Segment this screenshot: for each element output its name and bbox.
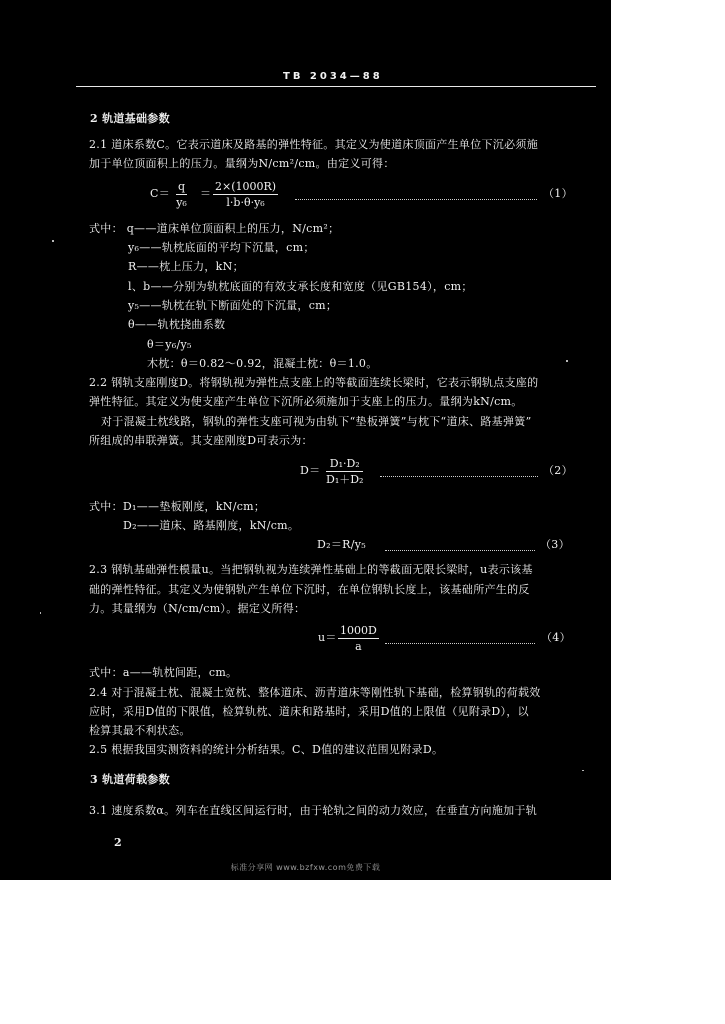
scan-speck bbox=[40, 612, 41, 614]
where-q: 式中： q——道床单位顶面积上的压力，N/cm²； bbox=[89, 222, 340, 235]
eq4-fraction-num: 1000D bbox=[340, 624, 377, 637]
eq2-lhs: D＝ bbox=[300, 464, 321, 477]
where-y6: y₆——轨枕底面的平均下沉量，cm； bbox=[128, 241, 315, 254]
eq1-fraction-2-den: l·b·θ·y₆ bbox=[226, 196, 265, 209]
para-2-3-line-3: 力。其量纲为（N/cm/cm）。据定义所得： bbox=[89, 602, 306, 615]
para-2-1-line-1: 2.1 道床系数C。它表示道床及路基的弹性特征。其定义为使道床顶面产生单位下沉必须施 bbox=[89, 138, 539, 151]
eq1-lhs: C＝ bbox=[150, 187, 171, 200]
eq1-leader-dots bbox=[295, 199, 537, 200]
eq2-fraction-den: D₁＋D₂ bbox=[326, 473, 364, 486]
scan-speck bbox=[582, 770, 584, 771]
eq1-fraction-2 bbox=[213, 180, 278, 209]
theta-values: 木枕：θ＝0.82～0.92，混凝土枕：θ＝1.0。 bbox=[147, 357, 378, 370]
eq3-number: （3） bbox=[540, 538, 570, 551]
eq4-fraction bbox=[338, 624, 379, 653]
eq3-leader-dots bbox=[385, 550, 535, 551]
where-D1: 式中：D₁——垫板刚度，kN/cm； bbox=[89, 500, 266, 513]
page-number: 2 bbox=[114, 836, 122, 849]
para-2-3-line-1: 2.3 钢轨基础弹性模量u。当把钢轨视为连续弹性基础上的等截面无限长梁时，u表示该基 bbox=[89, 563, 533, 576]
para-2-3-line-2: 础的弹性特征。其定义为使钢轨产生单位下沉时，在单位钢轨长度上，该基础所产生的反 bbox=[89, 583, 530, 596]
para-2-2-line-3: 对于混凝土枕线路，钢轨的弹性支座可视为由轨下“垫板弹簧”与枕下“道床、路基弹簧” bbox=[101, 415, 532, 428]
where-l-b: l、b——分别为轨枕底面的有效支承长度和宽度（见GB154），cm； bbox=[128, 280, 473, 293]
para-2-1-line-2: 加于单位顶面积上的压力。量纲为N/cm²/cm。由定义可得： bbox=[89, 157, 395, 170]
para-2-2-line-4: 所组成的串联弹簧。其支座刚度D可表示为： bbox=[89, 434, 313, 447]
where-R: R——枕上压力，kN； bbox=[128, 260, 244, 273]
eq3: D₂＝R/y₅ bbox=[317, 538, 366, 551]
eq1-fraction-1-den: y₆ bbox=[176, 196, 187, 209]
eq2-number: （2） bbox=[543, 464, 573, 477]
eq1-fraction-1-num: q bbox=[178, 180, 186, 193]
eq1-number: （1） bbox=[543, 187, 573, 200]
header-rule bbox=[76, 86, 596, 87]
para-2-4-line-2: 应时，采用D值的下限值，检算轨枕、道床和路基时，采用D值的上限值（见附录D），以 bbox=[89, 705, 529, 718]
standard-code-header: TB 2034—88 bbox=[283, 71, 383, 82]
eq4-fraction-den: a bbox=[355, 640, 362, 653]
where-a: 式中：a——轨枕间距，cm。 bbox=[89, 666, 238, 679]
eq4-leader-dots bbox=[385, 643, 535, 644]
para-2-4-line-1: 2.4 对于混凝土枕、混凝土宽枕、整体道床、沥青道床等刚性轨下基础，检算钢轨的荷载效 bbox=[89, 686, 541, 699]
site-watermark: 标准分享网 www.bzfxw.com免费下载 bbox=[230, 863, 381, 872]
scan-speck bbox=[566, 360, 568, 362]
where-theta: θ——轨枕挠曲系数 bbox=[128, 318, 226, 331]
eq1-fraction-2-num: 2×(1000R) bbox=[215, 180, 277, 193]
theta-definition: θ＝y₆/y₅ bbox=[147, 338, 192, 351]
eq2-leader-dots bbox=[380, 476, 538, 477]
eq2-fraction bbox=[326, 457, 363, 486]
para-2-2-line-2: 弹性特征。其定义为使支座产生单位下沉所必须施加于支座上的压力。量纲为kN/cm。 bbox=[89, 395, 523, 408]
eq1-fraction-1 bbox=[176, 180, 187, 209]
para-3-1-line-1: 3.1 速度系数α。列车在直线区间运行时，由于轮轨之间的动力效应，在垂直方向施加于轨 bbox=[89, 804, 538, 817]
eq1-equals: ＝ bbox=[200, 187, 212, 200]
eq4-number: （4） bbox=[541, 631, 571, 644]
where-D2: D₂——道床、路基刚度，kN/cm。 bbox=[123, 519, 300, 532]
para-2-5: 2.5 根据我国实测资料的统计分析结果。C、D值的建议范围见附录D。 bbox=[89, 743, 444, 756]
para-2-4-line-3: 检算其最不利状态。 bbox=[89, 724, 191, 737]
scan-speck bbox=[52, 240, 54, 242]
eq2-fraction-num: D₁·D₂ bbox=[326, 457, 363, 472]
where-y5: y₅——轨枕在轨下断面处的下沉量，cm； bbox=[128, 299, 338, 312]
eq4-lhs: u＝ bbox=[318, 631, 337, 644]
para-2-2-line-1: 2.2 钢轨支座刚度D。将钢轨视为弹性点支座上的等截面连续长梁时，它表示钢轨点支座的 bbox=[89, 376, 539, 389]
section-3-title: 3 轨道荷载参数 bbox=[90, 773, 170, 786]
section-2-title: 2 轨道基础参数 bbox=[90, 112, 170, 125]
